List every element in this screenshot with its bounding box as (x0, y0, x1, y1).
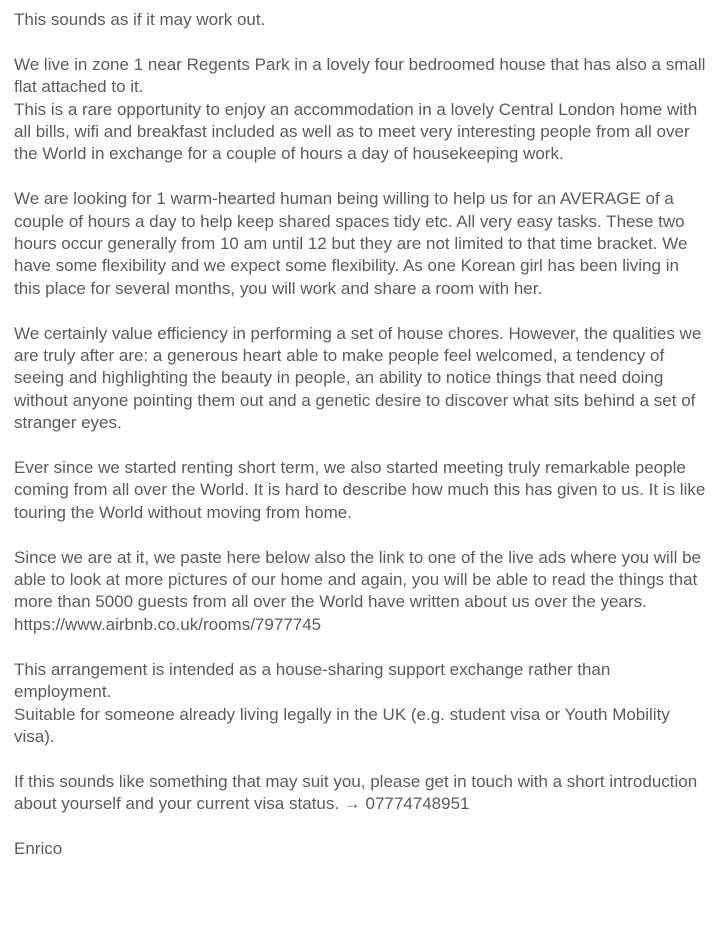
paragraph-short-term: Ever since we started renting short term, we also started meeting truly remarkable people coming from all over the World. It is hard to describe how much this has given to us. It is like touring the World without moving from home. (14, 458, 706, 522)
paragraph-intro: This sounds as if it may work out. (14, 10, 266, 29)
paragraph-qualities: We certainly value efficiency in performing a set of house chores. However, the qualities we are truly after are: a generous heart able to make people feel welcomed, a tendency of seeing and highlighting the beauty in people, an ability to notice things that need doing without anyone pointing them out and a genetic desire to discover what sits behind a set of stranger eyes. (14, 323, 702, 433)
paragraph-house (14, 54, 709, 166)
eligibility-text: Suitable for someone already living legally in the UK (e.g. student visa or Youth Mobility visa). (14, 704, 670, 746)
house-description: We live in zone 1 near Regents Park in a lovely four bedroomed house that has also a small flat attached to it. (14, 54, 706, 97)
paragraph-contact: If this sounds like something that may suit you, please get in touch with a short introduction about yourself and your current visa status. → 07774748951 (14, 771, 698, 814)
opportunity-description: This is a rare opportunity to enjoy an accommodation in a lovely Central London home with all bills, wifi and breakfast included as well as to meet very interesting people from all over the World in exchange for a couple of hours a day of housekeeping work. (14, 99, 698, 164)
paragraph-listing (14, 547, 709, 637)
signature: Enrico (14, 838, 63, 858)
paragraph-looking-for: We are looking for 1 warm-hearted human being willing to help us for an AVERAGE of a couple of hours a day to help keep shared spaces tidy etc. All very easy tasks. These two hours occur generally from 10 am until 12 but they are not limited to that time bracket. We have some flexibility and we expect some flexibility. As one Korean girl has been living in this place for several months, you will work and share a room with her. (14, 189, 688, 298)
listing-text: Since we are at it, we paste here below also the link to one of the live ads where you will be able to look at more pictures of our home and again, you will be able to read the things that more than 5000 guests from all over the World have written about us over the years. (14, 547, 701, 612)
airbnb-link[interactable]: https://www.airbnb.co.uk/rooms/7977745 (14, 614, 322, 634)
paragraph-arrangement (14, 659, 709, 749)
arrangement-text: This arrangement is intended as a house-sharing support exchange rather than employment. (14, 659, 611, 702)
